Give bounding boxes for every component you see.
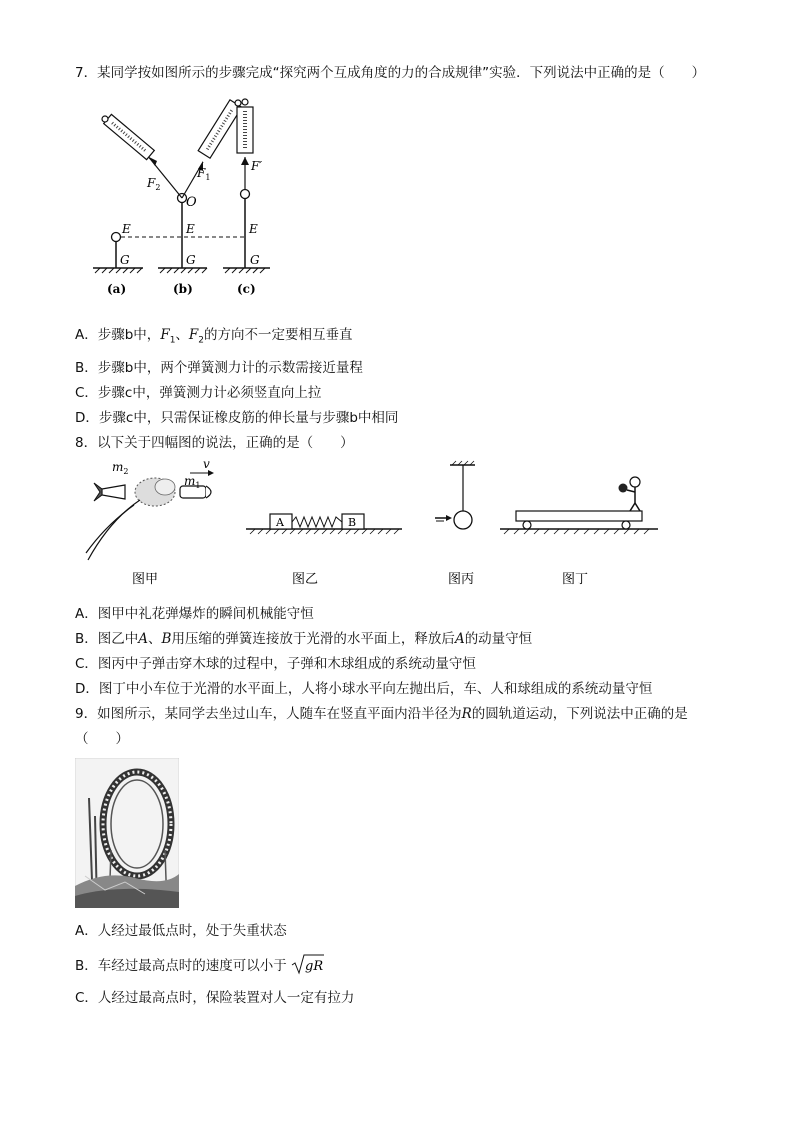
label-G-a: G bbox=[120, 253, 130, 267]
label-E-a: E bbox=[122, 222, 131, 236]
q7-figure bbox=[85, 95, 285, 300]
caption-bing: 图丙 bbox=[448, 572, 475, 587]
q8-stem: 8．以下关于四幅图的说法，正确的是（ ） bbox=[75, 435, 354, 451]
roller-coaster-photo bbox=[75, 758, 179, 908]
svg-text:v: v bbox=[203, 457, 210, 471]
q9-option-a: A．人经过最低点时，处于失重状态 bbox=[75, 923, 287, 939]
svg-text:B: B bbox=[348, 516, 357, 529]
q7-option-d: D．步骤c中，只需保证橡皮筋的伸长量与步骤b中相同 bbox=[75, 410, 399, 426]
svg-text:m2: $m_2$ bbox=[112, 460, 129, 476]
spring-blocks-figure bbox=[246, 514, 402, 534]
q8-option-b: B．图乙中A、B用压缩的弹簧连接放于光滑的水平面上，释放后A的动量守恒 bbox=[75, 631, 533, 647]
label-F2: $F_2$ bbox=[147, 176, 161, 192]
sqrt-gR bbox=[291, 953, 325, 976]
q8-diagram bbox=[80, 455, 680, 590]
label-F1: $F_1$ bbox=[197, 166, 211, 182]
caption-yi: 图乙 bbox=[292, 572, 319, 587]
label-O: O bbox=[186, 195, 197, 210]
q7-stem: 7．某同学按如图所示的步骤完成“探究两个互成角度的力的合成规律”实验．下列说法中正确的是（ ） bbox=[75, 65, 706, 81]
svg-text:m1: $m_1$ bbox=[184, 474, 201, 490]
caption-b: (b) bbox=[173, 282, 193, 296]
q8-option-d: D．图丁中小车位于光滑的水平面上，人将小球水平向左抛出后，车、人和球组成的系统动量守恒 bbox=[75, 681, 653, 697]
svg-text:A: A bbox=[276, 516, 284, 529]
q8-option-a: A．图甲中礼花弹爆炸的瞬间机械能守恒 bbox=[75, 606, 314, 622]
q8-option-c: C．图丙中子弹击穿木球的过程中，子弹和木球组成的系统动量守恒 bbox=[75, 656, 476, 672]
q7-option-a: A．步骤b中，$F_1$、$F_2$的方向不一定要相互垂直 bbox=[75, 327, 353, 346]
caption-a: (a) bbox=[107, 282, 127, 296]
q8-figures bbox=[80, 455, 680, 590]
q7-diagram bbox=[85, 95, 285, 300]
q7-option-c: C．步骤c中，弹簧测力计必须竖直向上拉 bbox=[75, 385, 322, 401]
q9-option-b: B．车经过最高点时的速度可以小于 gR bbox=[75, 953, 325, 976]
cart-figure bbox=[500, 477, 658, 534]
caption-ding: 图丁 bbox=[562, 572, 589, 587]
firework-figure bbox=[86, 457, 214, 560]
caption-jia: 图甲 bbox=[132, 572, 159, 587]
ground-c bbox=[223, 268, 270, 273]
ground-b bbox=[158, 268, 207, 273]
svg-text:gR: gR bbox=[305, 959, 324, 974]
q9-stem: 9．如图所示，某同学去坐过山车，人随车在竖直平面内沿半径为R的圆轨道运动，下列说法中正确的是 bbox=[75, 706, 688, 722]
pendulum-figure bbox=[435, 461, 475, 529]
label-G-b: G bbox=[186, 253, 196, 267]
label-G-c: G bbox=[250, 253, 260, 267]
label-Fp: F′ bbox=[251, 159, 263, 173]
q9-stem-paren: （ ） bbox=[75, 731, 129, 747]
q9-option-c: C．人经过最高点时，保险装置对人一定有拉力 bbox=[75, 990, 355, 1006]
label-E-c: E bbox=[249, 222, 258, 236]
caption-c: (c) bbox=[237, 282, 256, 296]
q7-option-b: B．步骤b中，两个弹簧测力计的示数需接近量程 bbox=[75, 360, 363, 376]
label-E-b: E bbox=[186, 222, 195, 236]
ground-a bbox=[93, 268, 143, 273]
